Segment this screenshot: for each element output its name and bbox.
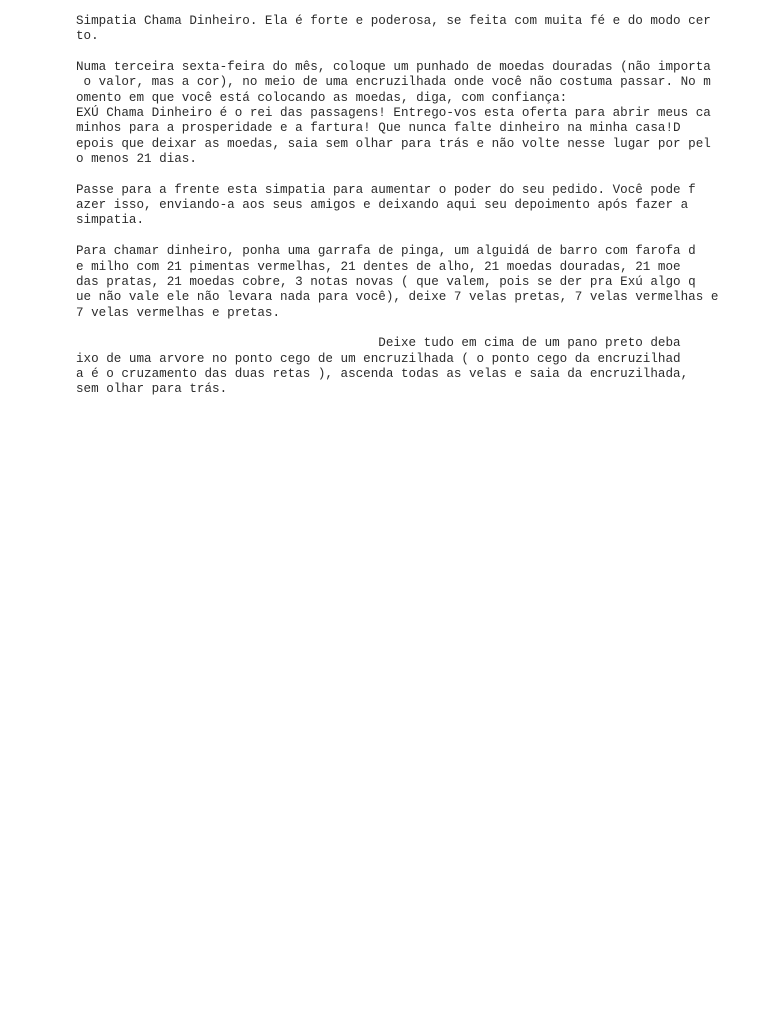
- document-text: [76, 14, 736, 398]
- text-line: a é o cruzamento das duas retas ), ascenda todas as velas e saia da encruzilhada,: [76, 366, 689, 381]
- text-line: o valor, mas a cor), no meio de uma encruzilhada onde você não costuma passar. No m: [76, 75, 711, 90]
- text-line: ixo de uma arvore no ponto cego de um encruzilhada ( o ponto cego da encruzilhad: [76, 351, 681, 366]
- text-line: epois que deixar as moedas, saia sem olhar para trás e não volte nesse lugar por pel: [76, 136, 711, 151]
- text-line: Deixe tudo em cima de um pano preto deba: [76, 336, 681, 351]
- text-line: to.: [76, 29, 99, 44]
- text-line: omento em que você está colocando as moedas, diga, com confiança:: [76, 90, 568, 105]
- text-line: Passe para a frente esta simpatia para aumentar o poder do seu pedido. Você pode f: [76, 182, 696, 197]
- text-line: Simpatia Chama Dinheiro. Ela é forte e poderosa, se feita com muita fé e do modo cer: [76, 14, 711, 28]
- text-line: 7 velas vermelhas e pretas.: [76, 305, 281, 320]
- text-line: o menos 21 dias.: [76, 152, 197, 167]
- text-line: sem olhar para trás.: [76, 382, 228, 397]
- text-line: Para chamar dinheiro, ponha uma garrafa de pinga, um alguidá de barro com farofa d: [76, 244, 696, 259]
- text-line: Numa terceira sexta-feira do mês, coloque um punhado de moedas douradas (não importa: [76, 60, 711, 75]
- text-line: azer isso, enviando-a aos seus amigos e deixando aqui seu depoimento após fazer a: [76, 198, 689, 213]
- text-line: ue não vale ele não levara nada para você), deixe 7 velas pretas, 7 velas vermelhas e: [76, 290, 719, 305]
- text-line: EXÚ Chama Dinheiro é o rei das passagens! Entrego-vos esta oferta para abrir meus ca: [76, 106, 711, 121]
- text-line: simpatia.: [76, 213, 145, 228]
- text-line: e milho com 21 pimentas vermelhas, 21 dentes de alho, 21 moedas douradas, 21 moe: [76, 259, 681, 274]
- text-line: minhos para a prosperidade e a fartura! Que nunca falte dinheiro na minha casa!D: [76, 121, 681, 136]
- text-line: das pratas, 21 moedas cobre, 3 notas novas ( que valem, pois se der pra Exú algo q: [76, 274, 696, 289]
